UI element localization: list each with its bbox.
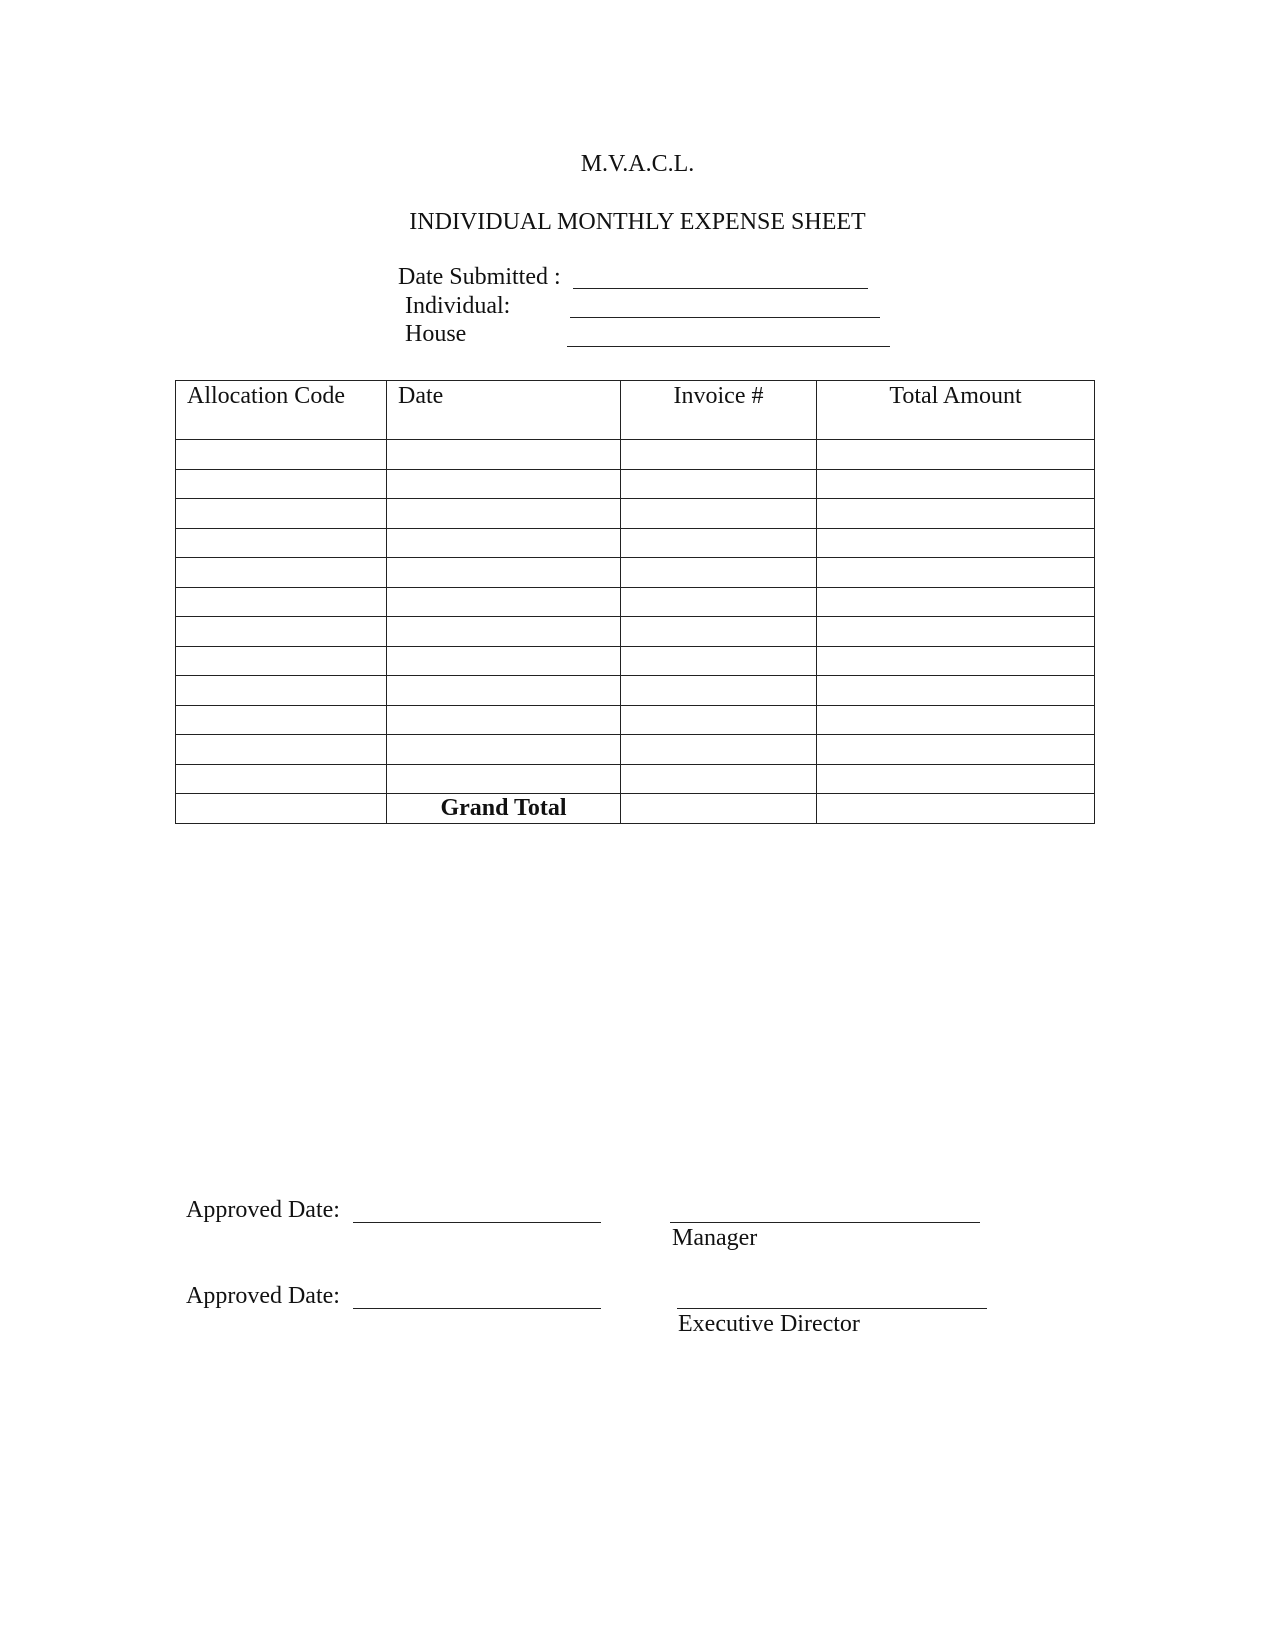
total-amount-cell[interactable] <box>817 499 1095 529</box>
invoice-cell[interactable] <box>621 499 817 529</box>
table-row <box>176 587 1095 617</box>
executive-director-signature-line[interactable] <box>677 1308 987 1309</box>
house-field[interactable] <box>567 346 890 347</box>
invoice-cell[interactable] <box>621 646 817 676</box>
individual-label: Individual: <box>405 293 511 319</box>
invoice-cell[interactable] <box>621 735 817 765</box>
invoice-cell[interactable] <box>621 558 817 588</box>
column-header-date: Date <box>387 381 621 440</box>
allocation-code-cell[interactable] <box>176 794 387 824</box>
approved-date-field-2[interactable] <box>353 1308 601 1309</box>
table-row <box>176 617 1095 647</box>
total-amount-cell[interactable] <box>817 558 1095 588</box>
invoice-cell[interactable] <box>621 764 817 794</box>
allocation-code-cell[interactable] <box>176 587 387 617</box>
sheet-title: INDIVIDUAL MONTHLY EXPENSE SHEET <box>409 209 866 235</box>
invoice-cell[interactable] <box>621 705 817 735</box>
invoice-cell[interactable] <box>621 794 817 824</box>
invoice-cell[interactable] <box>621 587 817 617</box>
allocation-code-cell[interactable] <box>176 469 387 499</box>
total-amount-cell[interactable] <box>817 469 1095 499</box>
date-cell[interactable] <box>387 440 621 470</box>
date-cell[interactable] <box>387 764 621 794</box>
executive-director-label: Executive Director <box>678 1311 860 1337</box>
total-amount-cell[interactable] <box>817 440 1095 470</box>
allocation-code-cell[interactable] <box>176 764 387 794</box>
column-header-allocation-code: Allocation Code <box>176 381 387 440</box>
approved-date-label-2: Approved Date: <box>186 1283 340 1309</box>
grand-total-row <box>176 794 1095 824</box>
table-row <box>176 735 1095 765</box>
invoice-cell[interactable] <box>621 676 817 706</box>
table-row <box>176 440 1095 470</box>
allocation-code-cell[interactable] <box>176 617 387 647</box>
total-amount-cell[interactable] <box>817 705 1095 735</box>
total-amount-cell[interactable] <box>817 735 1095 765</box>
total-amount-cell[interactable] <box>817 587 1095 617</box>
table-row <box>176 469 1095 499</box>
table-row <box>176 528 1095 558</box>
date-cell[interactable] <box>387 617 621 647</box>
total-amount-cell[interactable] <box>817 617 1095 647</box>
table-row <box>176 676 1095 706</box>
allocation-code-cell[interactable] <box>176 499 387 529</box>
table-row <box>176 646 1095 676</box>
allocation-code-cell[interactable] <box>176 705 387 735</box>
date-submitted-field[interactable] <box>573 288 868 289</box>
date-cell[interactable] <box>387 528 621 558</box>
individual-field[interactable] <box>570 317 880 318</box>
allocation-code-cell[interactable] <box>176 735 387 765</box>
date-cell[interactable] <box>387 558 621 588</box>
table-row <box>176 499 1095 529</box>
invoice-cell[interactable] <box>621 440 817 470</box>
manager-signature-line[interactable] <box>670 1222 980 1223</box>
date-cell[interactable] <box>387 646 621 676</box>
grand-total-amount-cell[interactable] <box>817 794 1095 824</box>
house-label: House <box>405 321 467 347</box>
total-amount-cell[interactable] <box>817 646 1095 676</box>
date-cell[interactable] <box>387 676 621 706</box>
invoice-cell[interactable] <box>621 469 817 499</box>
date-cell[interactable] <box>387 469 621 499</box>
date-cell[interactable] <box>387 735 621 765</box>
column-header-invoice: Invoice # <box>621 381 817 440</box>
approved-date-field-1[interactable] <box>353 1222 601 1223</box>
invoice-cell[interactable] <box>621 528 817 558</box>
table-row <box>176 764 1095 794</box>
total-amount-cell[interactable] <box>817 764 1095 794</box>
allocation-code-cell[interactable] <box>176 676 387 706</box>
allocation-code-cell[interactable] <box>176 558 387 588</box>
column-header-total-amount: Total Amount <box>817 381 1095 440</box>
total-amount-cell[interactable] <box>817 528 1095 558</box>
total-amount-cell[interactable] <box>817 676 1095 706</box>
allocation-code-cell[interactable] <box>176 646 387 676</box>
table-header-row <box>176 381 1095 440</box>
manager-label: Manager <box>672 1225 758 1251</box>
date-cell[interactable] <box>387 499 621 529</box>
date-submitted-label: Date Submitted : <box>398 264 561 290</box>
allocation-code-cell[interactable] <box>176 528 387 558</box>
table-row <box>176 705 1095 735</box>
table-row <box>176 558 1095 588</box>
approved-date-label-1: Approved Date: <box>186 1197 340 1223</box>
grand-total-label: Grand Total <box>387 794 621 824</box>
date-cell[interactable] <box>387 705 621 735</box>
expense-table <box>175 380 1095 824</box>
allocation-code-cell[interactable] <box>176 440 387 470</box>
invoice-cell[interactable] <box>621 617 817 647</box>
organization-name: M.V.A.C.L. <box>580 151 695 177</box>
date-cell[interactable] <box>387 587 621 617</box>
